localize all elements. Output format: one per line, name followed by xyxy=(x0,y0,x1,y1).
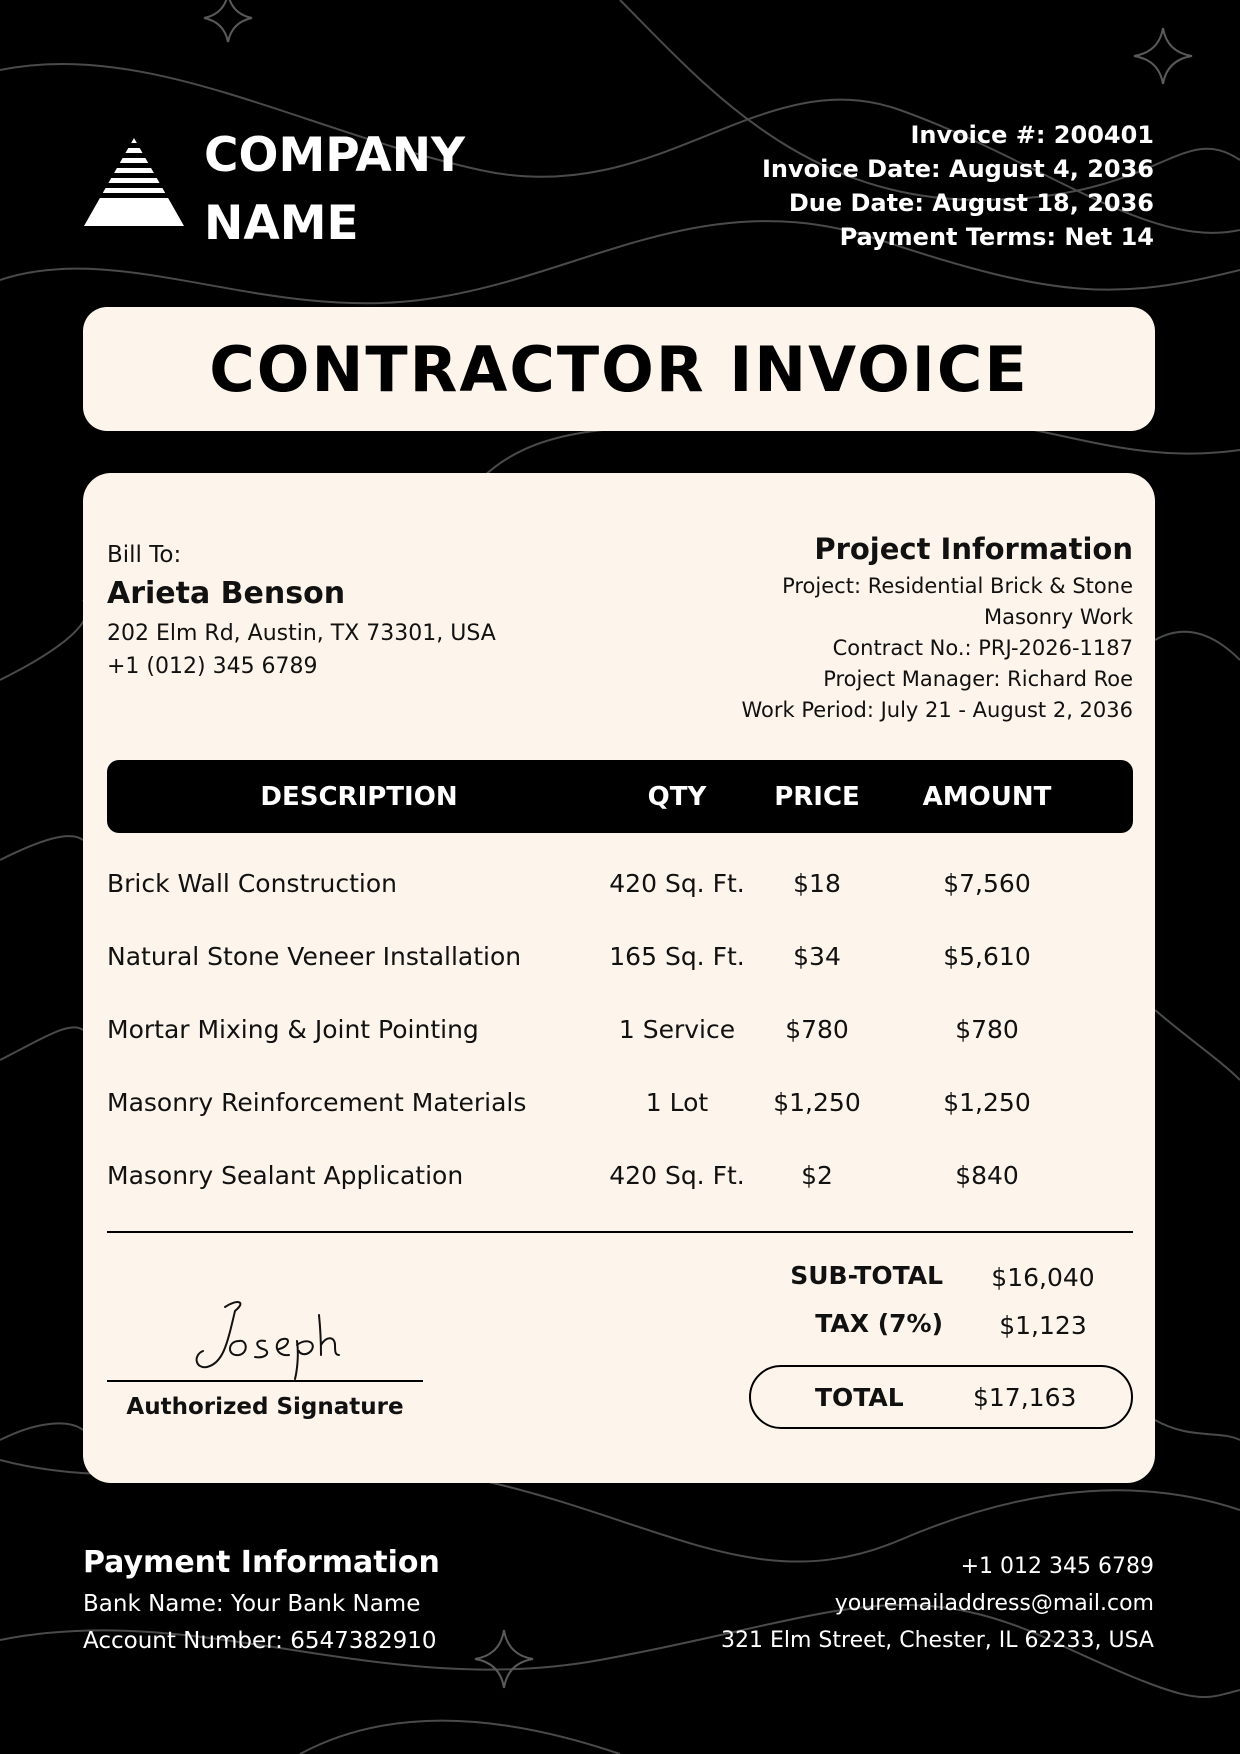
item-description: Masonry Sealant Application xyxy=(107,1161,464,1190)
item-description: Natural Stone Veneer Installation xyxy=(107,942,522,971)
invoice-date: Invoice Date: August 4, 2036 xyxy=(761,155,1154,183)
item-amount: $780 xyxy=(955,1015,1019,1044)
company-name xyxy=(204,122,504,258)
header-amount: AMOUNT xyxy=(922,781,1052,812)
item-price: $34 xyxy=(793,942,841,971)
total-value: $17,163 xyxy=(973,1382,1077,1412)
contact-phone: +1 012 345 6789 xyxy=(960,1554,1154,1579)
due-date: Due Date: August 18, 2036 xyxy=(788,189,1154,217)
item-description: Masonry Reinforcement Materials xyxy=(107,1088,527,1117)
table-row xyxy=(107,1066,1133,1139)
item-amount: $5,610 xyxy=(943,942,1031,971)
table-row xyxy=(107,920,1133,993)
header-description: DESCRIPTION xyxy=(260,781,458,812)
table-row xyxy=(107,847,1133,920)
contact-email: youremailaddress@mail.com xyxy=(834,1591,1154,1616)
client-phone: +1 (012) 345 6789 xyxy=(107,654,318,679)
tax-value: $1,123 xyxy=(999,1311,1087,1340)
invoice-number: Invoice #: 200401 xyxy=(910,121,1154,149)
signature-line xyxy=(107,1380,423,1382)
total-label: TOTAL xyxy=(815,1382,904,1412)
item-price: $1,250 xyxy=(773,1088,861,1117)
item-description: Brick Wall Construction xyxy=(107,869,398,898)
account-number: Account Number: 6547382910 xyxy=(83,1628,437,1654)
header-price: PRICE xyxy=(774,781,860,812)
line-items xyxy=(107,847,1133,1212)
handwritten-signature xyxy=(107,1285,423,1380)
item-description: Mortar Mixing & Joint Pointing xyxy=(107,1015,479,1044)
payment-info xyxy=(83,1540,440,1660)
item-qty: 420 Sq. Ft. xyxy=(609,1161,745,1190)
item-amount: $840 xyxy=(955,1161,1019,1190)
project-manager: Project Manager: Richard Roe xyxy=(823,667,1133,691)
project-name-line1: Project: Residential Brick & Stone xyxy=(782,574,1133,598)
client-name: Arieta Benson xyxy=(107,576,346,611)
company-logo xyxy=(84,138,184,226)
table-row xyxy=(107,1139,1133,1212)
item-price: $2 xyxy=(801,1161,833,1190)
bill-to-label: Bill To: xyxy=(107,542,182,568)
client-address: 202 Elm Rd, Austin, TX 73301, USA xyxy=(107,621,496,646)
document-title: CONTRACTOR INVOICE xyxy=(209,332,1029,406)
tax-label: TAX (7%) xyxy=(815,1309,943,1338)
subtotal-value: $16,040 xyxy=(991,1263,1095,1292)
header-qty: QTY xyxy=(647,781,707,812)
payment-heading: Payment Information xyxy=(83,1545,440,1580)
totals-divider xyxy=(107,1231,1133,1233)
item-amount: $7,560 xyxy=(943,869,1031,898)
item-price: $780 xyxy=(785,1015,849,1044)
invoice-meta xyxy=(762,118,1154,254)
contact-info xyxy=(721,1548,1154,1659)
item-qty: 420 Sq. Ft. xyxy=(609,869,745,898)
title-banner xyxy=(83,307,1155,431)
item-qty: 165 Sq. Ft. xyxy=(609,942,745,971)
project-info-section xyxy=(613,527,1133,726)
signature-label: Authorized Signature xyxy=(126,1394,404,1420)
table-header xyxy=(107,760,1133,833)
item-amount: $1,250 xyxy=(943,1088,1031,1117)
invoice-card xyxy=(83,473,1155,1483)
item-price: $18 xyxy=(793,869,841,898)
company-name-line1: COMPANY xyxy=(204,128,466,183)
bank-name: Bank Name: Your Bank Name xyxy=(83,1591,421,1617)
work-period: Work Period: July 21 - August 2, 2036 xyxy=(741,698,1133,722)
payment-terms: Payment Terms: Net 14 xyxy=(839,223,1154,251)
project-name-line2: Masonry Work xyxy=(984,605,1133,629)
contact-address: 321 Elm Street, Chester, IL 62233, USA xyxy=(721,1628,1154,1653)
company-name-line2: NAME xyxy=(204,196,359,251)
item-qty: 1 Service xyxy=(618,1015,736,1044)
item-qty: 1 Lot xyxy=(645,1088,709,1117)
total-pill xyxy=(749,1365,1133,1429)
table-row xyxy=(107,993,1133,1066)
contract-number: Contract No.: PRJ-2026-1187 xyxy=(832,636,1133,660)
project-info-heading: Project Information xyxy=(814,532,1133,566)
subtotal-label: SUB-TOTAL xyxy=(790,1261,943,1290)
signature-block xyxy=(107,1285,423,1420)
bill-to-section xyxy=(107,539,496,683)
